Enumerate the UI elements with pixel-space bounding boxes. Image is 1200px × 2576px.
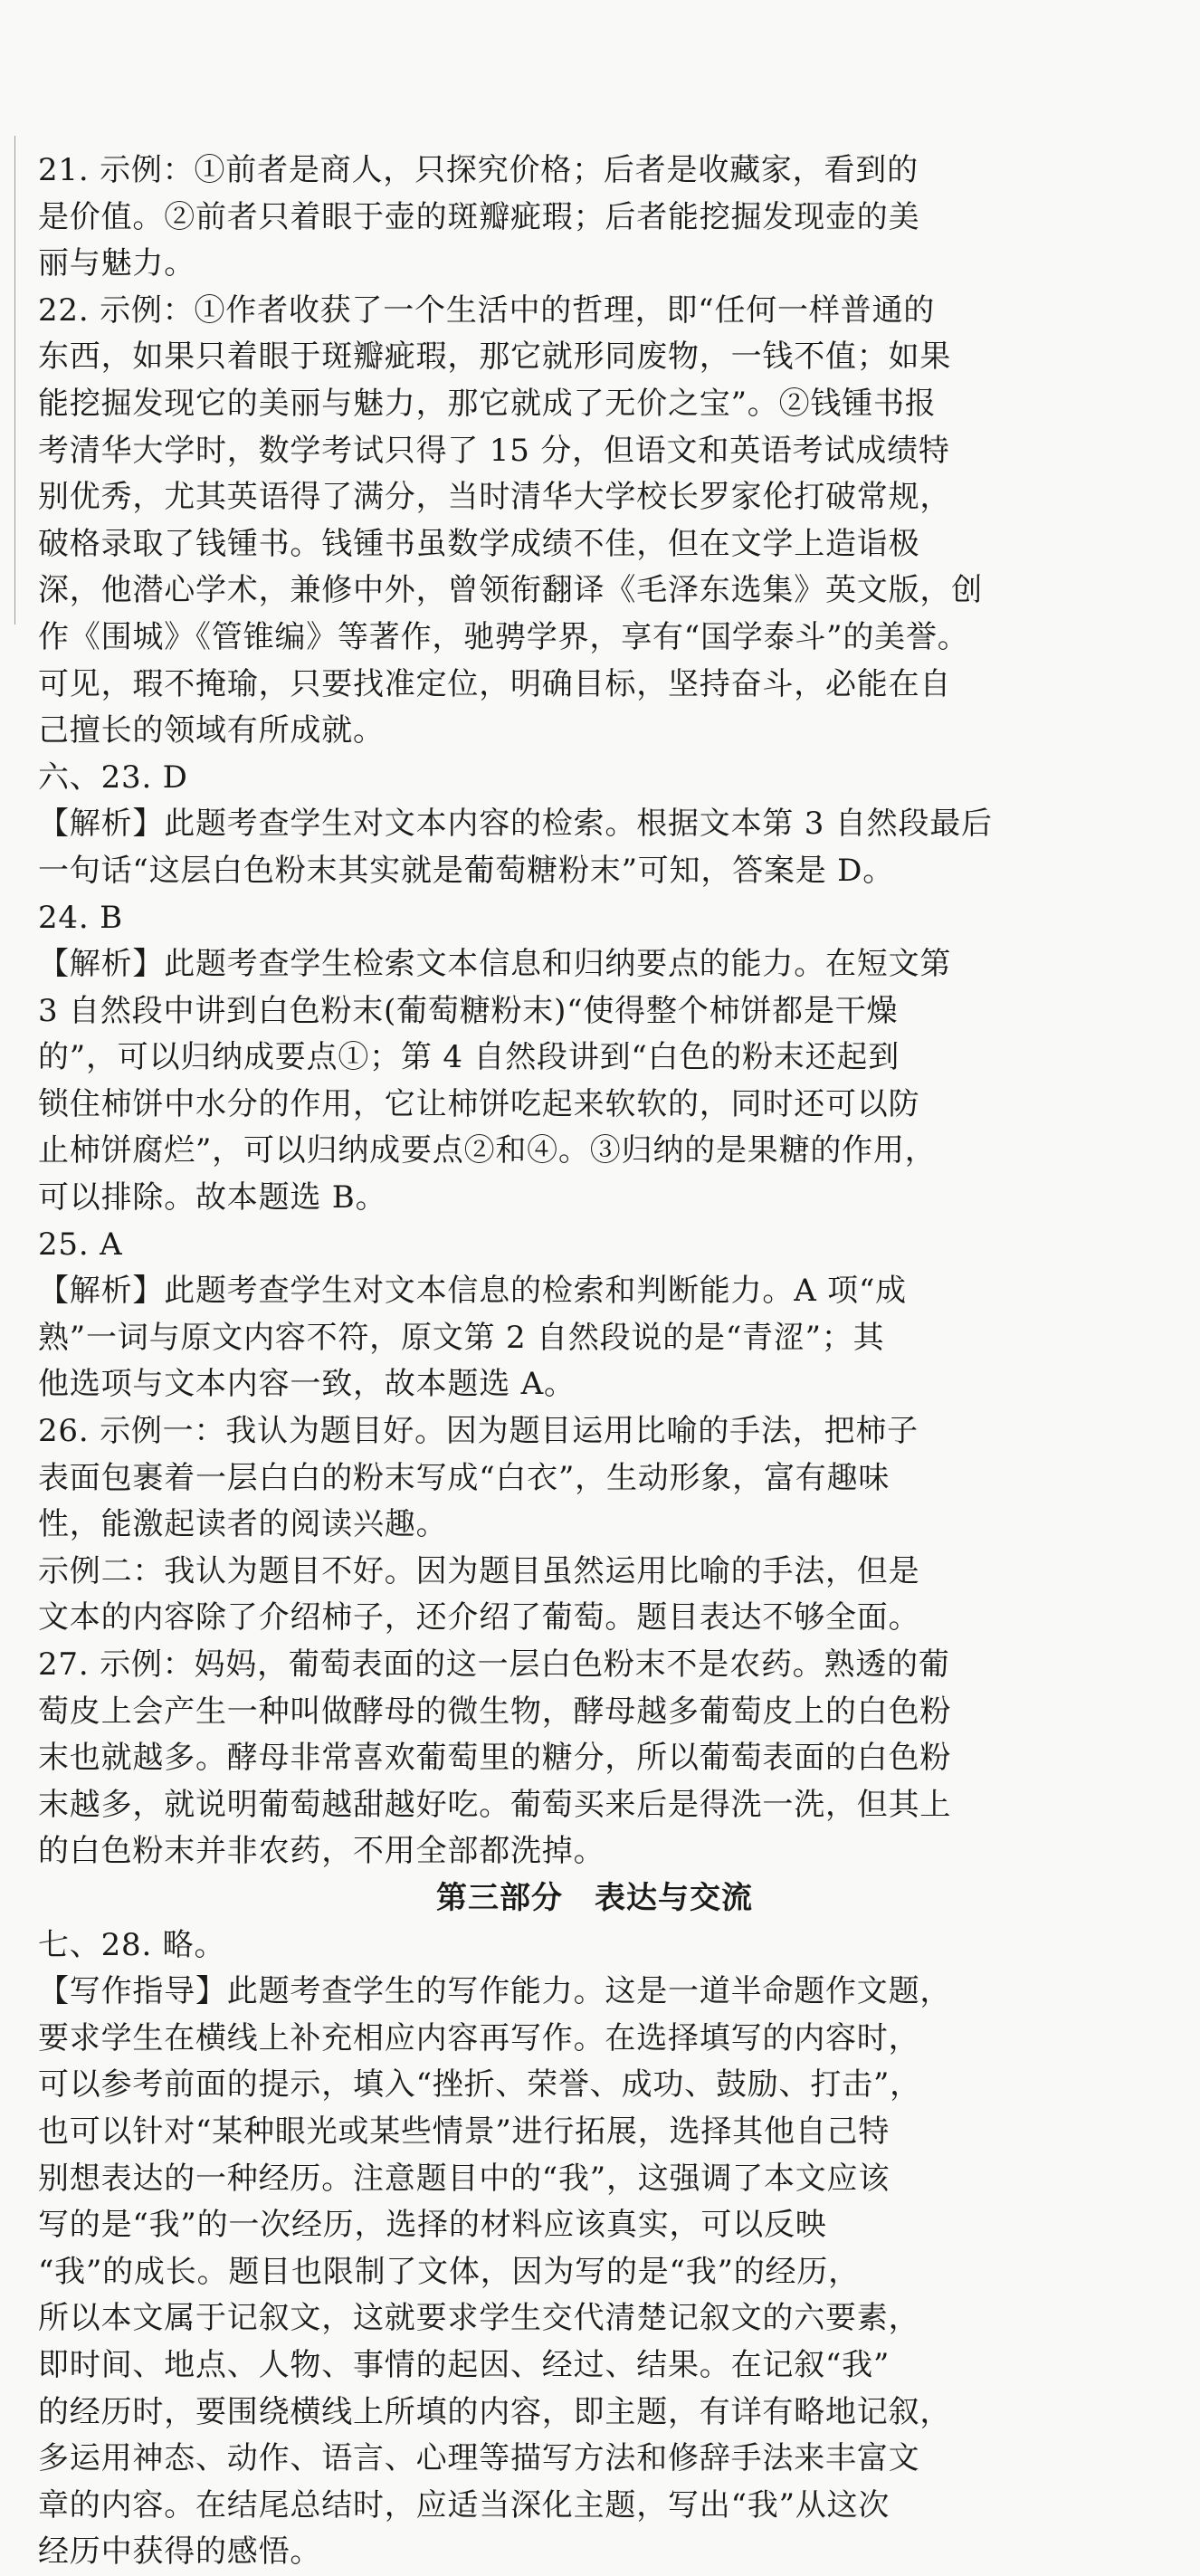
section-heading: 第三部分 表达与交流	[436, 1879, 753, 1916]
text-line: 的”，可以归纳成要点①；第 4 自然段讲到“白色的粉末还起到	[38, 1039, 900, 1076]
text-line: 【写作指导】此题考查学生的写作能力。这是一道半命题作文题，	[38, 1973, 952, 2010]
text-line: 七、28. 略。	[38, 1926, 226, 1963]
text-line: 要求学生在横线上补充相应内容再写作。在选择填写的内容时，	[38, 2019, 920, 2056]
text-line: 考清华大学时，数学考试只得了 15 分，但语文和英语考试成绩特	[38, 432, 950, 469]
text-line: 【解析】此题考查学生检索文本信息和归纳要点的能力。在短文第	[38, 946, 952, 983]
text-line: 可以参考前面的提示，填入“挫折、荣誉、成功、鼓励、打击”，	[38, 2066, 921, 2104]
text-line: 可以排除。故本题选 B。	[38, 1179, 387, 1216]
text-line: 别想表达的一种经历。注意题目中的“我”，这强调了本文应该	[38, 2160, 890, 2197]
text-line: 己擅长的领域有所成就。	[38, 712, 385, 749]
text-line: 深，他潜心学术，兼修中外，曾领衔翻译《毛泽东选集》英文版，创	[38, 572, 983, 609]
text-line: 3 自然段中讲到白色粉末(葡萄糖粉末)“使得整个柿饼都是干燥	[38, 992, 899, 1029]
text-line: 他选项与文本内容一致，故本题选 A。	[38, 1366, 576, 1403]
text-line: 末也就越多。酵母非常喜欢葡萄里的糖分，所以葡萄表面的白色粉	[38, 1740, 952, 1777]
text-line: 章的内容。在结尾总结时，应适当深化主题，写出“我”从这次	[38, 2486, 890, 2524]
text-line: 经历中获得的感悟。	[38, 2533, 322, 2571]
text-line: 能挖掘发现它的美丽与魅力，那它就成了无价之宝”。②钱锺书报	[38, 385, 937, 422]
text-line: 【解析】此题考查学生对文本内容的检索。根据文本第 3 自然段最后	[38, 806, 993, 843]
text-line: 21. 示例：①前者是商人，只探究价格；后者是收藏家，看到的	[38, 152, 919, 188]
text-line: 性，能激起读者的阅读兴趣。	[38, 1506, 448, 1543]
text-line: 25. A	[38, 1226, 123, 1263]
text-line: 即时间、地点、人物、事情的起因、经过、结果。在记叙“我”	[38, 2346, 890, 2383]
text-line: 文本的内容除了介绍柿子，还介绍了葡萄。题目表达不够全面。	[38, 1599, 920, 1636]
text-line: 可见，瑕不掩瑜，只要找准定位，明确目标，坚持奋斗，必能在自	[38, 665, 952, 702]
text-line: 26. 示例一：我认为题目好。因为题目运用比喻的手法，把柿子	[38, 1413, 919, 1450]
text-line: 别优秀，尤其英语得了满分，当时清华大学校长罗家伦打破常规，	[38, 479, 952, 516]
text-line: 六、23. D	[38, 758, 188, 796]
text-line: 作《围城》《管锥编》等著作，驰骋学界，享有“国学泰斗”的美誉。	[38, 618, 969, 655]
text-line: 末越多，就说明葡萄越甜越好吃。葡萄买来后是得洗一洗，但其上	[38, 1786, 952, 1823]
answer-text-block	[38, 148, 1024, 2576]
text-line: 是价值。②前者只着眼于壶的斑瓣疵瑕；后者能挖掘发现壶的美	[38, 198, 920, 235]
text-line: 也可以针对“某种眼光或某些情景”进行拓展，选择其他自己特	[38, 2113, 890, 2150]
text-line: 【解析】此题考查学生对文本信息的检索和判断能力。A 项“成	[38, 1273, 907, 1310]
margin-rule	[14, 136, 15, 625]
text-line: “我”的成长。题目也限制了文体，因为写的是“我”的经历，	[38, 2253, 860, 2290]
text-line: 的白色粉末并非农药，不用全部都洗掉。	[38, 1833, 605, 1870]
text-line: 的经历时，要围绕横线上所填的内容，即主题，有详有略地记叙，	[38, 2393, 952, 2430]
text-line: 示例二：我认为题目不好。因为题目虽然运用比喻的手法，但是	[38, 1552, 920, 1589]
text-line: 东西，如果只着眼于斑瓣疵瑕，那它就形同废物，一钱不值；如果	[38, 339, 952, 376]
text-line: 止柿饼腐烂”，可以归纳成要点②和④。③归纳的是果糖的作用，	[38, 1132, 937, 1169]
text-line: 萄皮上会产生一种叫做酵母的微生物，酵母越多葡萄皮上的白色粉	[38, 1693, 952, 1730]
text-line: 丽与魅力。	[38, 245, 195, 282]
text-line: 24. B	[38, 899, 123, 936]
text-line: 破格录取了钱锺书。钱锺书虽数学成绩不佳，但在文学上造诣极	[38, 525, 920, 562]
text-line: 表面包裹着一层白白的粉末写成“白衣”，生动形象，富有趣味	[38, 1459, 890, 1496]
text-line: 所以本文属于记叙文，这就要求学生交代清楚记叙文的六要素，	[38, 2300, 920, 2337]
text-line: 写的是“我”的一次经历，选择的材料应该真实，可以反映	[38, 2207, 827, 2244]
text-line: 锁住柿饼中水分的作用，它让柿饼吃起来软软的，同时还可以防	[38, 1085, 920, 1122]
text-line: 27. 示例：妈妈，葡萄表面的这一层白色粉末不是农药。熟透的葡	[38, 1646, 950, 1683]
text-line: 熟”一词与原文内容不符，原文第 2 自然段说的是“青涩”；其	[38, 1319, 885, 1356]
text-line: 多运用神态、动作、语言、心理等描写方法和修辞手法来丰富文	[38, 2440, 920, 2477]
text-line: 22. 示例：①作者收获了一个生活中的哲理，即“任何一样普通的	[38, 291, 936, 329]
text-line: 一句话“这层白色粉末其实就是葡萄糖粉末”可知，答案是 D。	[38, 852, 895, 889]
